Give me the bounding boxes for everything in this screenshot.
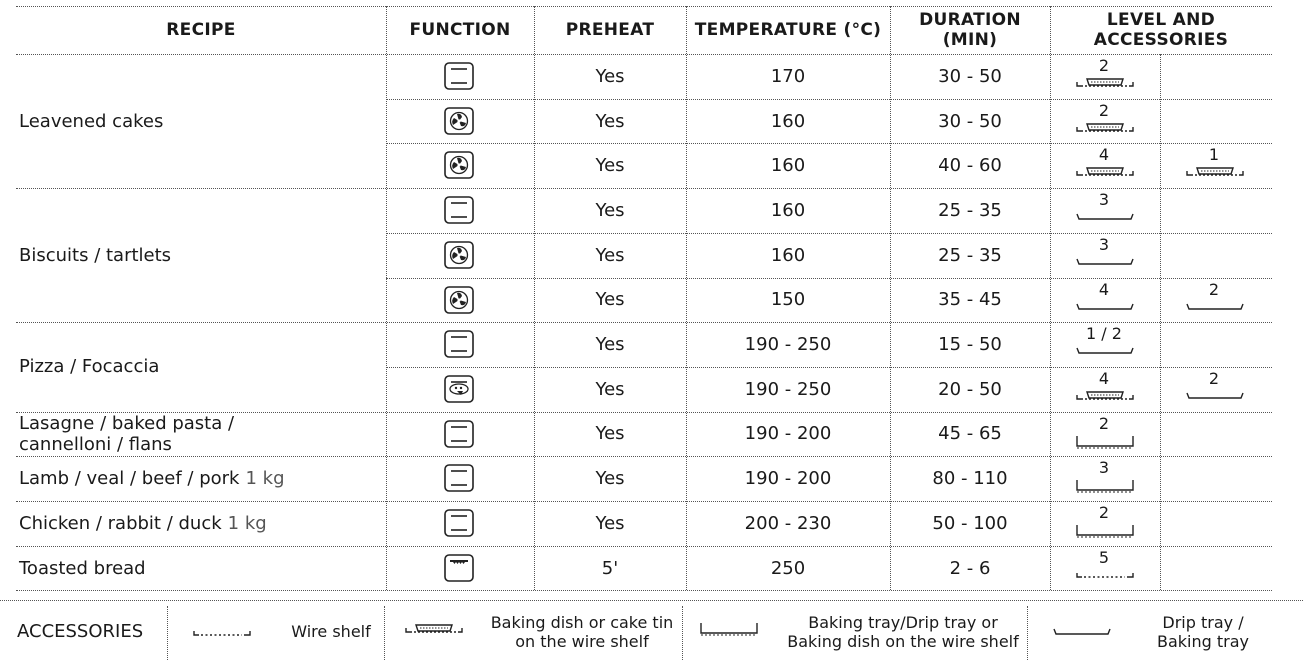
conventional-icon <box>444 196 474 224</box>
temperature-value: 250 <box>770 557 806 579</box>
conventional-icon <box>444 509 474 537</box>
level-accessory-primary <box>1075 280 1137 320</box>
recipe-name <box>19 546 379 591</box>
legend-label-line2: on the wire shelf <box>515 632 649 651</box>
legend-label-line1: Drip tray / <box>1162 613 1244 632</box>
recipe-weight: 1 kg <box>227 512 267 534</box>
recipe-label: Lasagne / baked pasta / cannelloni / flans <box>19 412 235 455</box>
level-accessory-primary <box>1075 503 1137 543</box>
legend-label-line1: Wire shelf <box>291 622 371 641</box>
legend-divider <box>167 606 168 660</box>
header-level-line2: ACCESSORIES <box>1093 30 1229 50</box>
temperature-value: 150 <box>770 289 806 311</box>
header-duration-line1: DURATION <box>919 10 1021 30</box>
level-number: 5 <box>1098 547 1110 567</box>
legend-divider <box>682 606 683 660</box>
level-accessory-primary <box>1075 458 1137 498</box>
level-number: 1 <box>1208 145 1220 165</box>
level-accessory-primary <box>1075 324 1137 364</box>
recipe-name <box>19 322 379 411</box>
duration-value: 25 - 35 <box>938 244 1002 266</box>
legend-label-line2: Baking dish on the wire shelf <box>787 632 1019 651</box>
preheat-value: Yes <box>595 155 625 177</box>
duration-value: 2 - 6 <box>949 557 991 579</box>
recipe-label: Lamb / veal / beef / pork <box>19 468 240 490</box>
duration-value: 15 - 50 <box>938 334 1002 356</box>
legend-label-line1: Baking tray/Drip tray or <box>808 613 998 632</box>
preheat-value: Yes <box>595 468 625 490</box>
conventional-icon <box>444 330 474 358</box>
preheat-value: Yes <box>595 244 625 266</box>
header-recipe: RECIPE <box>166 20 236 40</box>
header-duration-line2: (MIN) <box>942 30 998 50</box>
level-number: 2 <box>1208 368 1220 388</box>
level-accessory-primary <box>1075 101 1137 141</box>
recipe-name <box>19 456 379 501</box>
recipe-label: Pizza / Focaccia <box>19 356 160 378</box>
duration-value: 80 - 110 <box>932 468 1008 490</box>
duration-value: 30 - 50 <box>938 65 1002 87</box>
level-number: 2 <box>1098 56 1110 75</box>
cake-tin-icon <box>404 621 466 640</box>
legend-label-baking-dish <box>783 613 1023 651</box>
level-number: 1 / 2 <box>1086 324 1122 344</box>
legend-label-drip-tray <box>1148 613 1258 651</box>
level-accessory-primary <box>1075 56 1137 96</box>
preheat-value: Yes <box>595 65 625 87</box>
preheat-value: Yes <box>595 423 625 445</box>
level-number: 3 <box>1098 234 1110 254</box>
header-preheat: PREHEAT <box>565 20 655 40</box>
recipe-label: Toasted bread <box>19 557 146 579</box>
preheat-value: Yes <box>595 199 625 221</box>
grill-icon <box>444 554 474 582</box>
duration-value: 35 - 45 <box>938 289 1002 311</box>
level-accessory-primary <box>1075 145 1137 185</box>
row-divider <box>16 590 1272 591</box>
recipe-name <box>19 412 379 457</box>
level-number: 2 <box>1208 279 1220 299</box>
level-accessory-secondary <box>1185 280 1247 320</box>
legend-divider <box>1027 606 1028 660</box>
preheat-value: Yes <box>595 334 625 356</box>
temperature-value: 160 <box>770 110 806 132</box>
duration-value: 20 - 50 <box>938 378 1002 400</box>
column-divider <box>386 6 387 590</box>
level-accessory-primary <box>1075 414 1137 454</box>
level-number: 2 <box>1098 413 1110 433</box>
level-number: 4 <box>1098 279 1110 299</box>
legend-label-cake-tin <box>482 613 682 651</box>
header-level <box>1050 6 1272 54</box>
pizza-icon <box>444 375 474 403</box>
temperature-value: 170 <box>770 65 806 87</box>
fan-icon <box>444 241 474 269</box>
preheat-value: Yes <box>595 110 625 132</box>
temperature-value: 200 - 230 <box>744 512 832 534</box>
preheat-value: Yes <box>595 512 625 534</box>
temperature-value: 190 - 250 <box>744 378 832 400</box>
level-number: 3 <box>1098 190 1110 210</box>
duration-value: 50 - 100 <box>932 512 1008 534</box>
legend-label-line2: Baking tray <box>1157 632 1249 651</box>
level-number: 4 <box>1098 145 1110 165</box>
temperature-value: 190 - 250 <box>744 334 832 356</box>
accessories-title: ACCESSORIES <box>17 621 144 642</box>
level-number: 2 <box>1098 503 1110 522</box>
legend-label-wire-shelf <box>286 622 376 641</box>
recipe-name <box>19 501 379 546</box>
level-accessory-primary <box>1075 235 1137 275</box>
conventional-icon <box>444 420 474 448</box>
temperature-value: 190 - 200 <box>744 468 832 490</box>
fan-icon <box>444 286 474 314</box>
header-temperature: TEMPERATURE (°C) <box>694 20 882 40</box>
preheat-value: 5' <box>601 557 619 579</box>
column-divider <box>1050 6 1051 590</box>
wire-shelf-icon <box>192 625 254 644</box>
header-level-line1: LEVEL AND <box>1106 10 1216 30</box>
fan-icon <box>444 151 474 179</box>
fan-icon <box>444 107 474 135</box>
header-function: FUNCTION <box>409 20 511 40</box>
recipe-name <box>19 54 379 188</box>
recipe-table <box>16 6 1272 590</box>
level-accessory-secondary <box>1185 369 1247 409</box>
preheat-value: Yes <box>595 289 625 311</box>
legend-label-line1: Baking dish or cake tin <box>490 613 674 632</box>
baking-dish-icon <box>699 621 761 641</box>
duration-value: 45 - 65 <box>938 423 1002 445</box>
recipe-label: Biscuits / tartlets <box>19 244 172 266</box>
recipe-label: Chicken / rabbit / duck <box>19 512 222 534</box>
level-accessory-secondary <box>1185 145 1247 185</box>
level-number: 4 <box>1098 368 1110 388</box>
duration-value: 25 - 35 <box>938 199 1002 221</box>
temperature-value: 190 - 200 <box>744 423 832 445</box>
recipe-name <box>19 188 379 322</box>
level-number: 2 <box>1098 100 1110 120</box>
level-accessory-primary <box>1075 190 1137 230</box>
header-duration <box>890 6 1050 54</box>
conventional-icon <box>444 62 474 90</box>
level-accessory-primary <box>1075 548 1137 588</box>
conventional-icon <box>444 464 474 492</box>
level-number: 3 <box>1098 458 1110 478</box>
preheat-value: Yes <box>595 378 625 400</box>
recipe-weight: 1 kg <box>245 468 285 490</box>
recipe-label: Leavened cakes <box>19 110 164 132</box>
level-accessory-primary <box>1075 369 1137 409</box>
legend-divider <box>384 606 385 660</box>
temperature-value: 160 <box>770 155 806 177</box>
temperature-value: 160 <box>770 199 806 221</box>
duration-value: 40 - 60 <box>938 155 1002 177</box>
drip-tray-icon <box>1052 624 1114 643</box>
temperature-value: 160 <box>770 244 806 266</box>
duration-value: 30 - 50 <box>938 110 1002 132</box>
